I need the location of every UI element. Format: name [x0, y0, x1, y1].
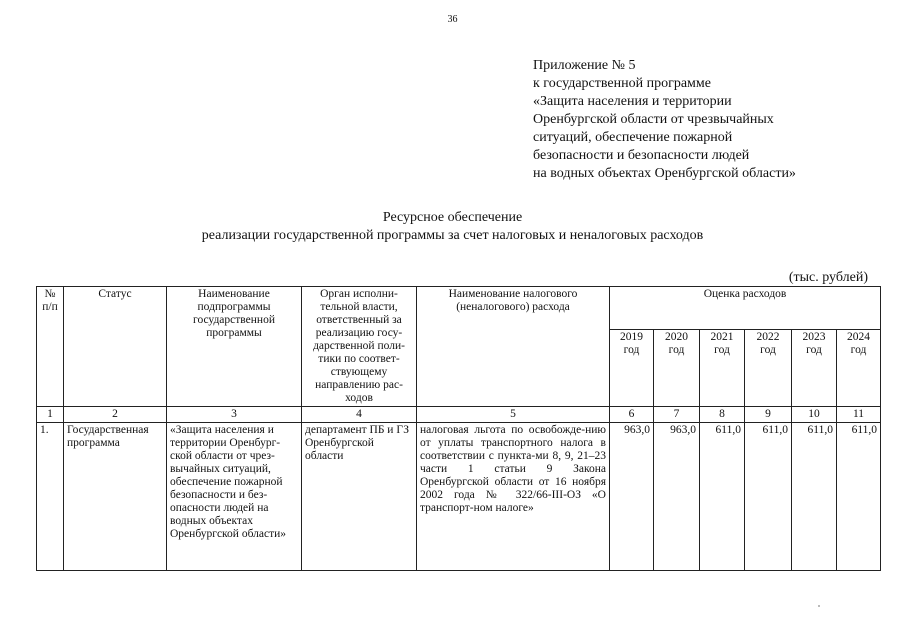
row-value-2020: 963,0: [654, 423, 700, 571]
column-number: 11: [837, 407, 881, 423]
header-tax-expense: Наименование налогового (неналогового) расхода: [417, 287, 610, 407]
resources-table: [36, 286, 881, 571]
header-authority: Орган исполни-тельной власти, ответственный за реализацию госу-дарственной поли-тики по соответ-ствующему направлению рас-ходов: [302, 287, 417, 407]
row-num: 1.: [37, 423, 64, 571]
appendix-line: Приложение № 5: [533, 58, 636, 73]
header-year: 2021 год: [700, 329, 745, 406]
header-num: № п/п: [37, 287, 64, 407]
column-number: 3: [167, 407, 302, 423]
header-year: 2022 год: [745, 329, 792, 406]
table-row: [37, 423, 881, 571]
row-value-2021: 611,0: [700, 423, 745, 571]
appendix-line: безопасности и безопасности людей: [533, 148, 750, 163]
units-label: (тыс. рублей): [788, 270, 868, 285]
column-number: 7: [654, 407, 700, 423]
page-number: 36: [447, 14, 458, 25]
document-title: [0, 209, 905, 245]
column-number: 6: [610, 407, 654, 423]
appendix-line: ситуаций, обеспечение пожарной: [533, 130, 733, 145]
appendix-line: на водных объектах Оренбургской области»: [533, 166, 796, 181]
header-year: 2020 год: [654, 329, 700, 406]
row-value-2023: 611,0: [792, 423, 837, 571]
scan-artifact: [818, 605, 820, 607]
row-value-2022: 611,0: [745, 423, 792, 571]
column-number: 9: [745, 407, 792, 423]
header-subprogram: Наименование подпрограммы государственной программы: [167, 287, 302, 407]
column-number: 5: [417, 407, 610, 423]
header-year: 2024 год: [837, 329, 881, 406]
title-line-2: реализации государственной программы за счет налоговых и неналоговых расходов: [201, 228, 704, 243]
appendix-line: к государственной программе: [533, 76, 711, 91]
header-year: 2023 год: [792, 329, 837, 406]
row-subprogram: «Защита населения и территории Оренбург-ской области от чрез-вычайных ситуаций, обеспечение пожарной безопасности и без-опасности людей на водных объектах Оренбургской области»: [167, 423, 302, 571]
header-estimate: Оценка расходов: [610, 287, 881, 330]
appendix-caption: [533, 57, 796, 183]
row-value-2024: 611,0: [837, 423, 881, 571]
column-number: 10: [792, 407, 837, 423]
header-year: 2019 год: [610, 329, 654, 406]
appendix-line: Оренбургской области от чрезвычайных: [533, 112, 774, 127]
column-number: 1: [37, 407, 64, 423]
row-tax-expense: налоговая льгота по освобожде-нию от уплаты транспортного налога в соответствии с пункта-ми 8, 9, 21–23 части 1 статьи 9 Закона Оренбургской области от 16 ноября 2002 года № 322/66-III-ОЗ «О транспорт-ном налоге»: [417, 423, 610, 571]
title-line-1: Ресурсное обеспечение: [382, 210, 523, 225]
appendix-line: «Защита населения и территории: [533, 94, 732, 109]
column-number: 2: [64, 407, 167, 423]
column-number-row: [37, 407, 881, 423]
row-authority: департамент ПБ и ГЗ Оренбургской области: [302, 423, 417, 571]
column-number: 4: [302, 407, 417, 423]
header-status: Статус: [64, 287, 167, 407]
row-status: Государственная программа: [64, 423, 167, 571]
column-number: 8: [700, 407, 745, 423]
row-value-2019: 963,0: [610, 423, 654, 571]
